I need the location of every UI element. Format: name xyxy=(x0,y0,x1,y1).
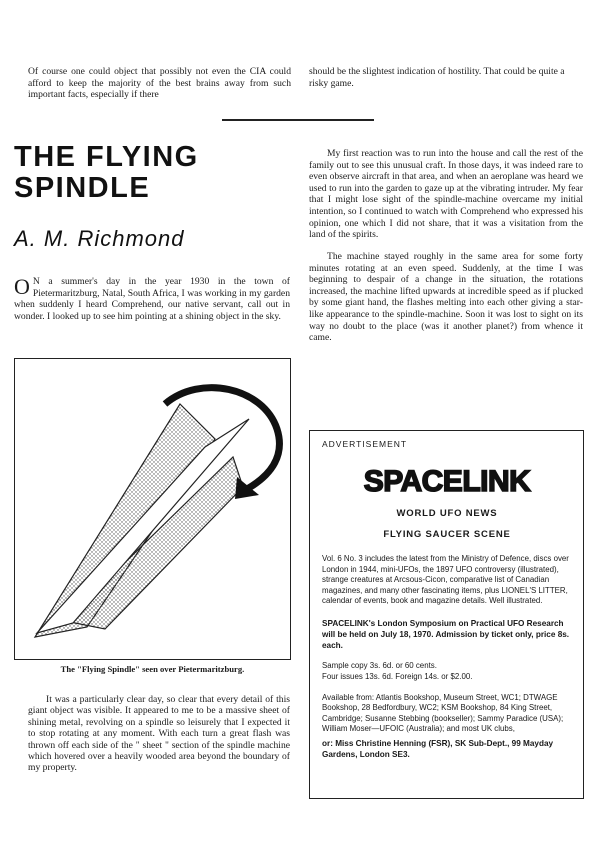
continued-text-left: Of course one could object that possibly not even the CIA could afford to keep the majority of the best brains away from such important facts, especially if there xyxy=(28,66,291,101)
title-line-2: SPINDLE xyxy=(14,172,151,204)
ad-contact: or: Miss Christine Henning (FSR), SK Sub-Dept., 99 Mayday Gardens, London SE3. xyxy=(322,738,554,759)
ad-description: Vol. 6 No. 3 includes the latest from the Ministry of Defence, discs over London in 1944, mini-UFOs, the 1897 UFO controversy (illustrated), strange creatures at Arcsous-Cicon, comparative list of Canadian magazines, and many other fascinating items, plus LIONEL'S LITTER, calendar of events, book and magazine details. Well illustrated. xyxy=(322,554,569,606)
logo-text: SPACELINK xyxy=(363,465,531,497)
ad-sample-price: Sample copy 3s. 6d. or 60 cents. xyxy=(322,661,437,671)
flying-spindle-illustration xyxy=(15,359,290,659)
drop-cap: O xyxy=(14,274,30,299)
spacelink-logo xyxy=(322,463,572,502)
intro-text: N a summer's day in the year 1930 in the town of Pietermaritzburg, Natal, South Africa, I was working in my garden when suddenly I heard Comprehend, our native servant, call out in wonder. I looked up to see him pointing at a shining object in the sky. xyxy=(14,276,290,322)
ad-subscription-price: Four issues 13s. 6d. Foreign 14s. or $2.00. xyxy=(322,671,473,681)
article-author: A. M. Richmond xyxy=(14,226,185,251)
spindle-core xyxy=(37,419,249,633)
ad-subtitle-1: WORLD UFO NEWS xyxy=(396,508,498,519)
ad-symposium: SPACELINK's London Symposium on Practical UFO Research will be held on July 18, 1970. Admission by ticket only, price 8s. each. xyxy=(322,618,570,650)
ad-subtitle-2: FLYING SAUCER SCENE xyxy=(383,529,511,540)
article-title xyxy=(14,142,294,204)
paragraph-first-reaction: My first reaction was to run into the house and call the rest of the family out to see this unusual craft. In those days, it was indeed rare to even observe aircraft in that area, and when an aeroplane was heard we used to run into the garden to gaze up at the vibrating intruder. My fear that I might lose sight of the spindle-machine overcame my initial intention, so I continued to watch with Comprehend who expressed his opinion, one which I did not share, that it was a visitation from the land of the spirits. xyxy=(309,148,583,241)
spacelink-logo-art xyxy=(362,463,532,497)
title-line-1: THE FLYING xyxy=(14,141,199,173)
continued-text-right: should be the slightest indication of hostility. That could be quite a risky game. xyxy=(309,66,565,89)
section-divider xyxy=(222,119,374,121)
figure-caption: The "Flying Spindle" seen over Pietermaritzburg. xyxy=(60,664,245,674)
paragraph-clear-day: It was a particularly clear day, so clear that every detail of this giant object was visible. It appeared to me to be a massive sheet of shining metal, revolving on a spindle so leisurely that I expected it to stop rotating at any moment. With each turn a great flash was thrown off each side of the " sheet " section of the spindle machine which hovered over a heavily wooded area beyond the boundary of my property. xyxy=(28,694,290,774)
advertisement-box xyxy=(309,430,584,799)
ad-availability: Available from: Atlantis Bookshop, Museum Street, WC1; DTWAGE Bookshop, 28 Bedfordbury, WC2; KSM Bookshop, 84 King Street, Cambridge; Susanne Stebbing (bookseller); Sammy Paradice (USA); William Moser—UFOIC (Australia); and most UK clubs, xyxy=(322,692,564,734)
intro-paragraph xyxy=(14,276,290,322)
ad-label: ADVERTISEMENT xyxy=(322,439,408,449)
paragraph-machine: The machine stayed roughly in the same area for some forty minutes rotating at an even speed. Suddenly, at the time I was beginning to despair of a change in the situation, the rotations increased, the machine lifted upwards at incredible speed as if plucked by some giant hand, the flashes melting into each other giving a star-like appearance to the spindle-machine. Soon it was lost to sight on its way no doubt to the place (was it another planet?) from whence it came. xyxy=(309,251,583,344)
figure-frame xyxy=(14,358,291,660)
